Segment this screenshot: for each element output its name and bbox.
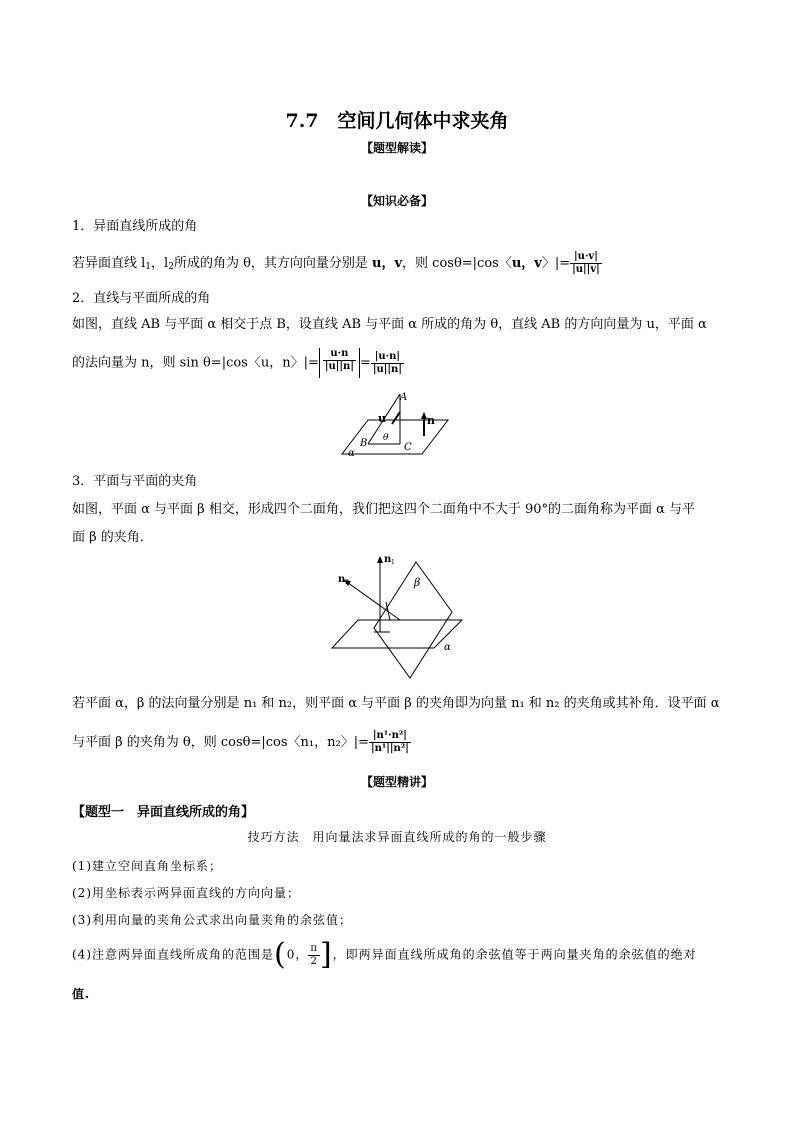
k1-text-e: ，则 cosθ=|cos〈 [402, 256, 512, 271]
pi: π [310, 942, 318, 954]
k2-fraction-1 [323, 348, 356, 373]
label-alpha: α [348, 448, 355, 459]
step4-text-a: (4)注意两异面直线所成角的范围是 [72, 947, 274, 962]
k2-line1: 如图，直线 AB 与平面 α 相交于点 B，设直线 AB 与平面 α 所成的角为 θ，直线 AB 的方向向量为 u，平面 α [72, 317, 707, 332]
type1-step4-tail: 值. [72, 987, 91, 1001]
k2-frac2-num: |u·n| [371, 351, 404, 364]
k3-fraction [369, 730, 411, 755]
sub-1: 1 [145, 262, 152, 272]
k3-text-a: 与平面 β 的夹角为 θ，则 cosθ=|cos〈n₁，n₂〉|= [72, 735, 369, 750]
k2-frac1-den: |u||n| [324, 361, 354, 372]
label-B: B [360, 438, 368, 449]
type1-step2: (2)用坐标表示两异面直线的方向向量； [72, 886, 300, 900]
k2-fraction-2 [371, 351, 404, 376]
k2-abs-bars [319, 348, 360, 378]
k1-formula-line [72, 251, 602, 277]
k2-formula-line [72, 348, 404, 378]
type1-step4 [72, 937, 697, 972]
section-header-knowledge: 【知识必备】 [360, 194, 433, 208]
k1-text-g: 〉|= [541, 256, 571, 271]
pi-over-2 [308, 943, 320, 968]
label-alpha: α [444, 642, 451, 653]
label-beta: β [414, 576, 421, 589]
type1-heading: 【题型一 异面直线所成的角】 [72, 805, 255, 820]
k1-text-c: 所成的角为 θ，其方向向量分别是 [173, 256, 373, 271]
k1-fraction [570, 251, 602, 276]
k1-vectors-b: u，v [511, 256, 542, 271]
k2-heading: 2．直线与平面所成的角 [72, 291, 211, 306]
label-C: C [404, 442, 412, 453]
range-open-paren: ( [274, 937, 287, 972]
label-n2: n [338, 574, 346, 585]
two: 2 [310, 955, 318, 967]
k3-formula-line [72, 730, 411, 755]
label-n1-sub: 1 [391, 559, 395, 566]
k2-frac1-num: u·n [323, 348, 356, 361]
k3-line3: 若平面 α，β 的法向量分别是 n₁ 和 n₂，则平面 α 与平面 β 的夹角即为向量 n₁ 和 n₂ 的夹角或其补角．设平面 α [72, 696, 720, 711]
k2-frac2-den: |u||n| [372, 363, 402, 375]
sub-2: 2 [168, 262, 174, 272]
page-title: 7.7 空间几何体中求夹角 [285, 110, 509, 132]
type1-method: 技巧方法 用向量法求异面直线所成的角的一般步骤 [247, 830, 547, 844]
k3-frac-num: |n¹·n²| [369, 730, 411, 743]
step4-zero: 0， [286, 947, 309, 962]
k3-line2: 面 β 的夹角． [72, 530, 153, 545]
label-n1: n [384, 554, 392, 565]
k1-frac-num: |u·v| [570, 251, 602, 264]
type1-step3: (3)利用向量的夹角公式求出向量夹角的余弦值； [72, 913, 352, 927]
normal-n1-head [377, 556, 383, 563]
k3-line1: 如图，平面 α 与平面 β 相交，形成四个二面角，我们把这四个二面角中不大于 90°的二面角称为平面 α 与平 [72, 502, 696, 517]
label-n2-sub: 2 [345, 579, 349, 586]
label-u: u [378, 412, 386, 425]
k2-eq: = [359, 355, 371, 371]
k1-frac-den: |u||v| [572, 264, 600, 275]
k1-text-a: 若异面直线 l [72, 256, 146, 271]
k3-heading: 3．平面与平面的夹角 [72, 474, 198, 489]
figure-line-plane [340, 388, 450, 460]
step4-text-b: ，即两异面直线所成角的余弦值等于两向量夹角的余弦值的绝对 [332, 947, 697, 962]
figure-two-planes [330, 552, 464, 680]
type1-step1: (1)建立空间直角坐标系； [72, 859, 222, 873]
range-close-bracket: ] [319, 937, 333, 972]
plane-alpha [332, 620, 462, 648]
section-header-type-interpretation: 【题型解读】 [360, 141, 433, 155]
label-A: A [400, 392, 408, 403]
k1-vectors-a: u，v [372, 256, 403, 271]
k1-heading: 1．异面直线所成的角 [72, 219, 198, 234]
k1-text-b: ，l [151, 256, 169, 271]
k3-frac-den: |n¹||n²| [370, 743, 409, 754]
label-n: n [427, 414, 435, 427]
vector-u-arrow [392, 412, 400, 424]
k2-text-a: 的法向量为 n，则 sin θ=|cos〈u，n〉|= [72, 355, 319, 371]
label-theta: θ [383, 433, 389, 443]
section-header-type-explanation: 【题型精讲】 [360, 775, 433, 789]
